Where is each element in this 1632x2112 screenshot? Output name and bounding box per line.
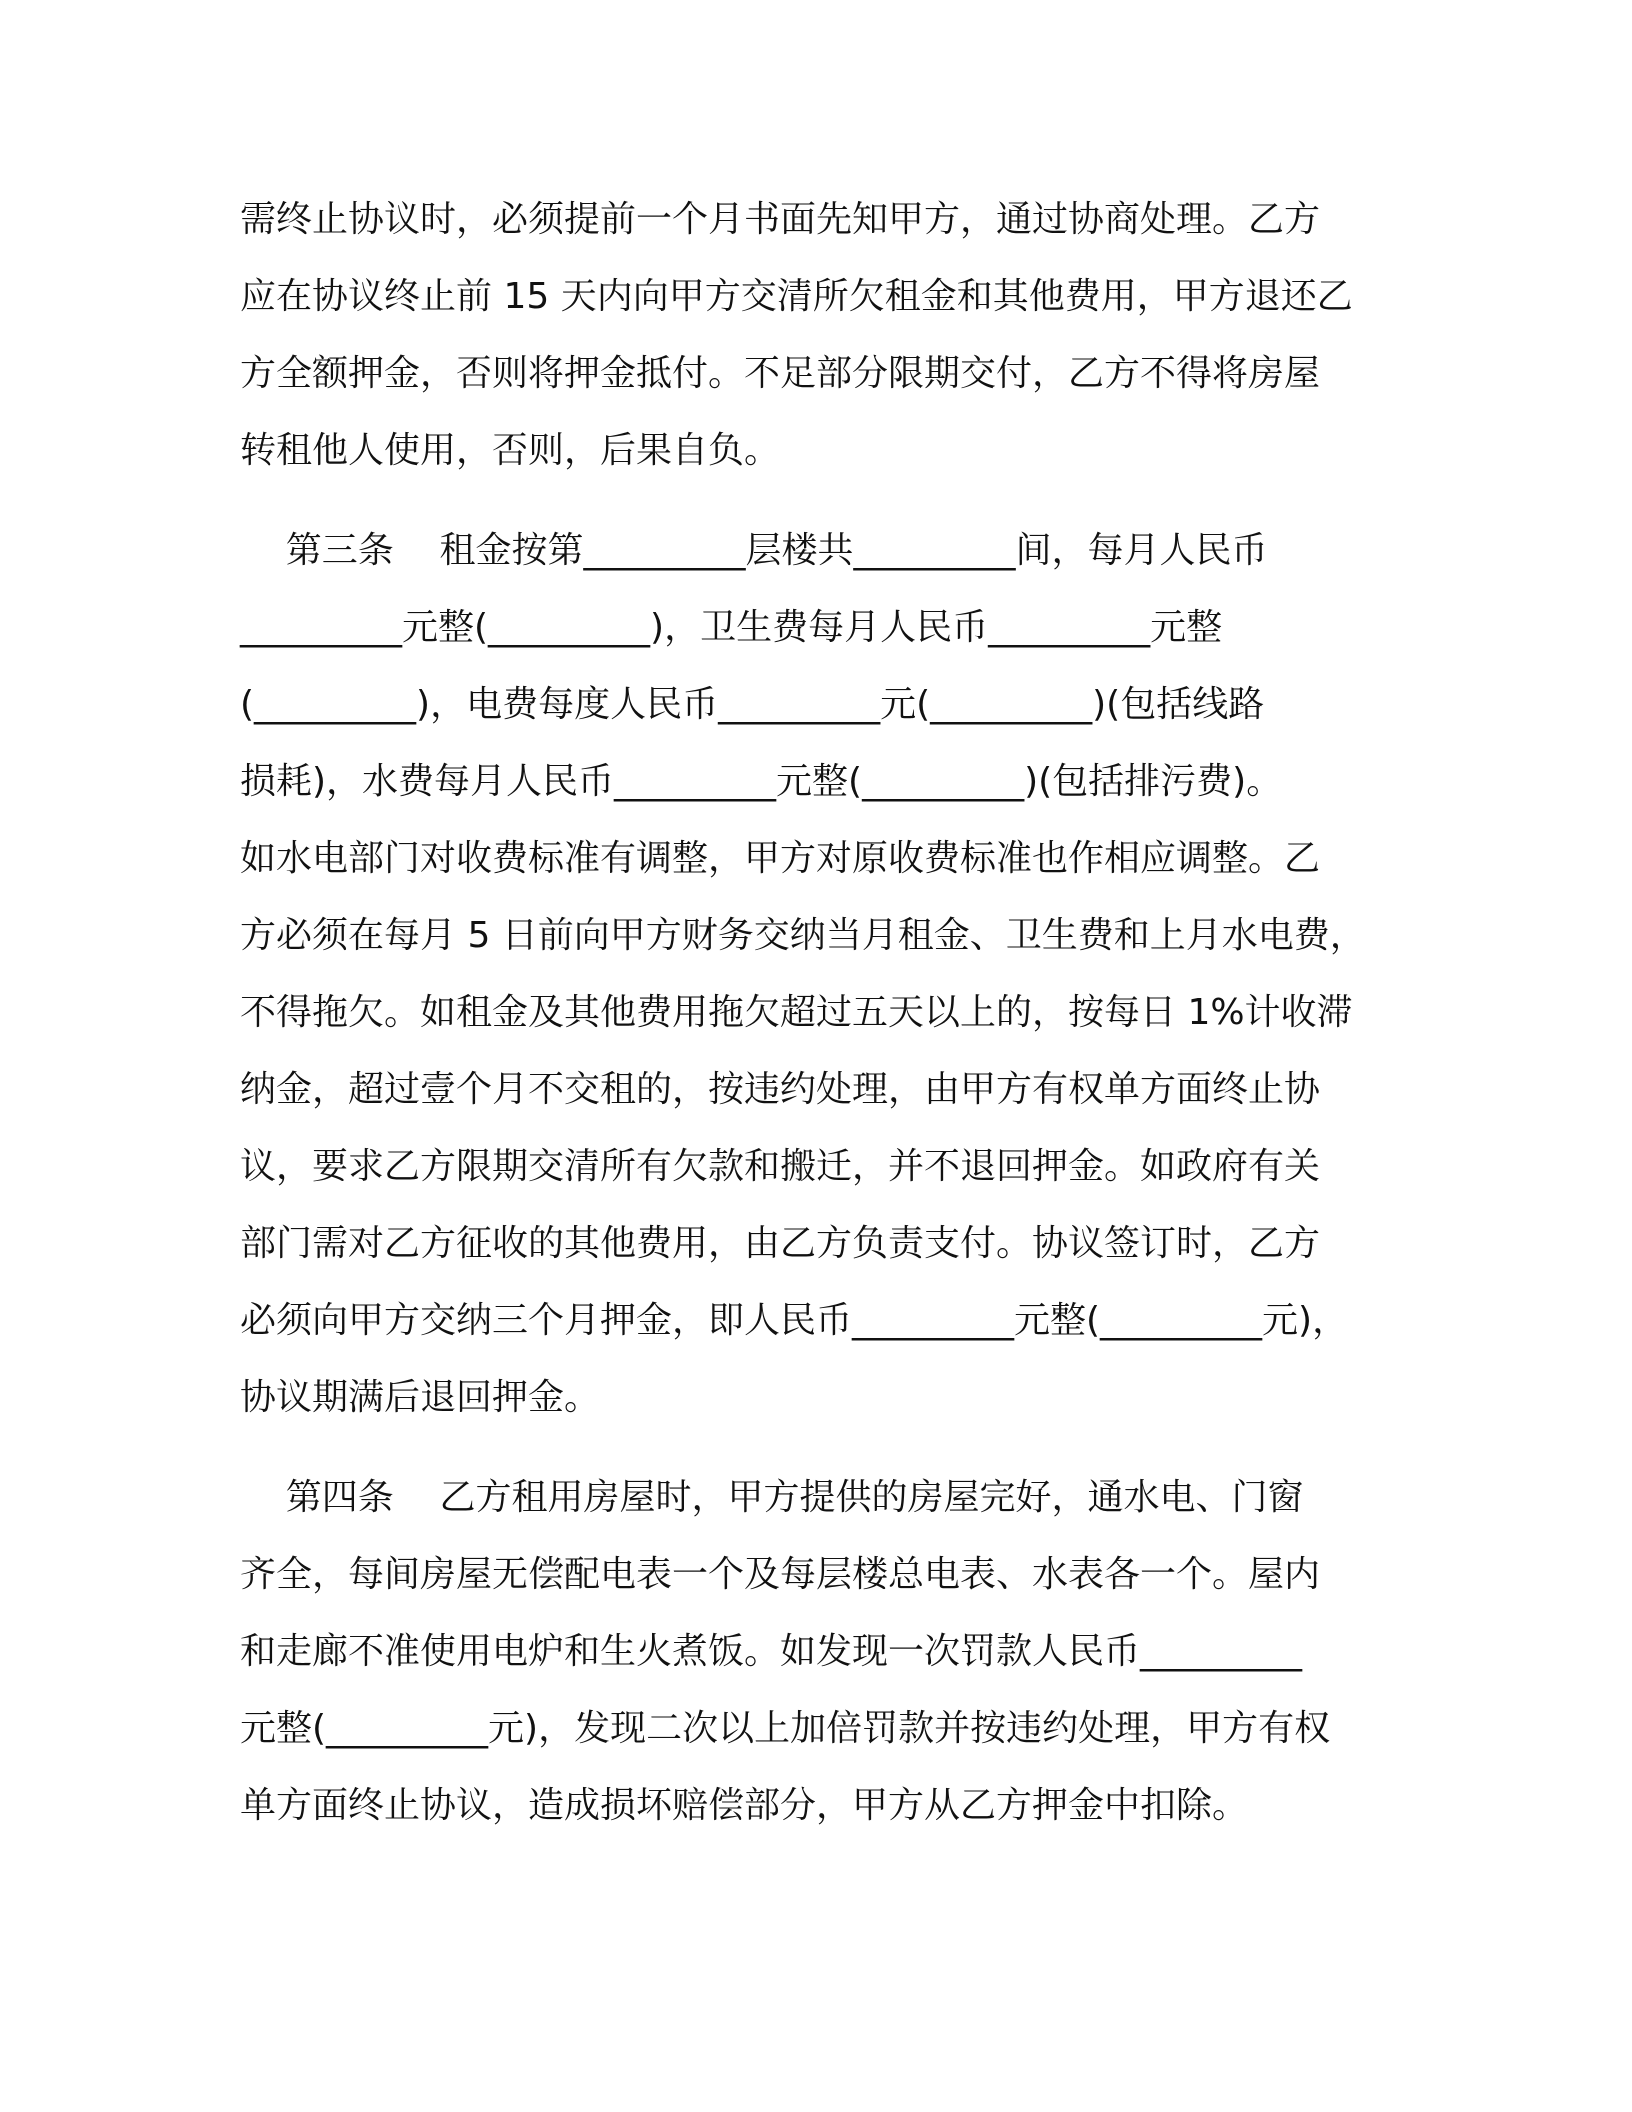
text-line: 协议期满后退回押金。 xyxy=(240,1377,601,1418)
text-line: 元整(_________元)，发现二次以上加倍罚款并按违约处理，甲方有权 xyxy=(240,1708,1331,1749)
text-line: 第四条 乙方租用房屋时，甲方提供的房屋完好，通水电、门窗 xyxy=(240,1477,1304,1518)
text-line: 转租他人使用，否则，后果自负。 xyxy=(240,430,781,471)
text-line: (_________)，电费每度人民币_________元(_________)(包括线路 xyxy=(240,684,1265,725)
text-line: 第三条 租金按第_________层楼共_________间，每月人民币 xyxy=(240,530,1268,571)
text-line: 部门需对乙方征收的其他费用，由乙方负责支付。协议签订时，乙方 xyxy=(240,1223,1321,1264)
text-line: 不得拖欠。如租金及其他费用拖欠超过五天以上的，按每日 1%计收滞 xyxy=(240,992,1353,1033)
text-line: _________元整(_________)，卫生费每月人民币_________元整 xyxy=(240,607,1223,648)
text-line: 齐全，每间房屋无偿配电表一个及每层楼总电表、水表各一个。屋内 xyxy=(240,1554,1321,1595)
text-line: 方全额押金，否则将押金抵付。不足部分限期交付，乙方不得将房屋 xyxy=(240,353,1321,394)
text-line: 方必须在每月 5 日前向甲方财务交纳当月租金、卫生费和上月水电费， xyxy=(240,915,1366,956)
text-line: 议，要求乙方限期交清所有欠款和搬迁，并不退回押金。如政府有关 xyxy=(240,1146,1321,1187)
text-line: 应在协议终止前 15 天内向甲方交清所欠租金和其他费用，甲方退还乙 xyxy=(240,276,1353,317)
text-line: 必须向甲方交纳三个月押金，即人民币_________元整(_________元)， xyxy=(240,1300,1349,1341)
text-line: 如水电部门对收费标准有调整，甲方对原收费标准也作相应调整。乙 xyxy=(240,838,1321,879)
text-line: 纳金，超过壹个月不交租的，按违约处理，由甲方有权单方面终止协 xyxy=(240,1069,1321,1110)
text-line: 和走廊不准使用电炉和生火煮饭。如发现一次罚款人民币_________ xyxy=(240,1631,1303,1672)
text-line: 需终止协议时，必须提前一个月书面先知甲方，通过协商处理。乙方 xyxy=(240,199,1321,240)
text-line: 损耗)，水费每月人民币_________元整(_________)(包括排污费)。 xyxy=(240,761,1283,802)
text-line: 单方面终止协议，造成损坏赔偿部分，甲方从乙方押金中扣除。 xyxy=(240,1785,1249,1826)
